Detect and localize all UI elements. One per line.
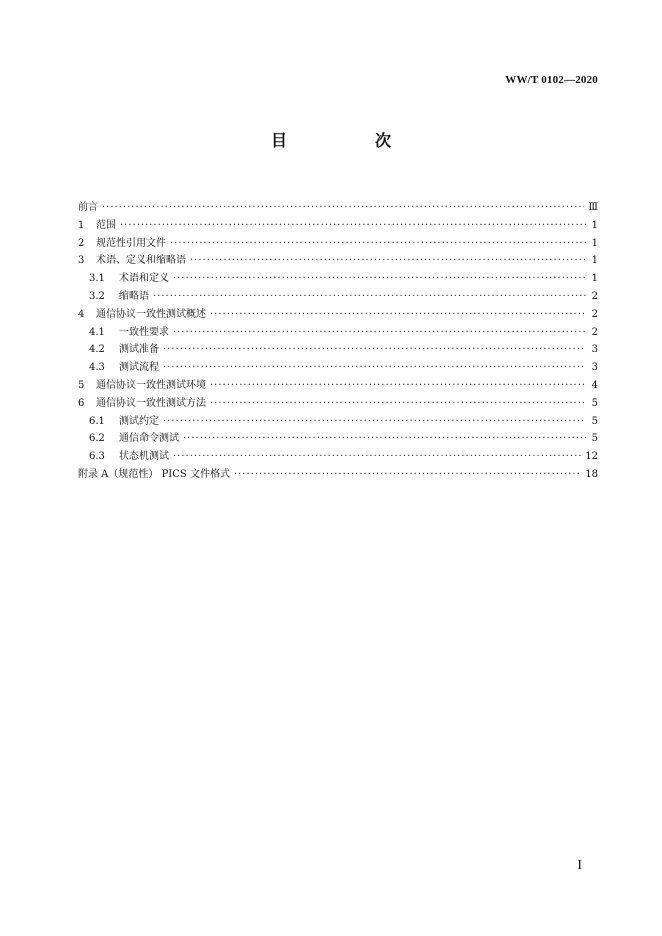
- toc-leader-dots: [163, 359, 586, 377]
- toc-entry-number: 3: [78, 255, 85, 267]
- toc-entry-label: 术语和定义: [119, 273, 169, 285]
- toc-entry-number: 6.1: [89, 415, 105, 427]
- toc-entry-page: 1: [591, 237, 598, 249]
- toc-leader-dots: [102, 199, 584, 217]
- toc-entry[interactable]: [78, 199, 598, 217]
- toc-entry-number: 3.1: [89, 273, 105, 285]
- table-of-contents: [78, 199, 598, 484]
- toc-entry[interactable]: [78, 448, 598, 466]
- toc-leader-dots: [234, 466, 581, 484]
- toc-entry-page: 2: [591, 326, 598, 338]
- toc-entry-label: 通信协议一致性测试方法: [96, 397, 206, 409]
- toc-entry[interactable]: [78, 413, 598, 431]
- toc-entry-label: 术语、定义和缩略语: [96, 255, 186, 267]
- toc-leader-dots: [190, 252, 586, 270]
- toc-entry[interactable]: [78, 306, 598, 324]
- toc-entry-label: 附录 A（规范性） PICS 文件格式: [78, 468, 230, 480]
- toc-entry-page: 18: [585, 468, 598, 480]
- toc-entry-number: 4.1: [89, 326, 105, 338]
- toc-leader-dots: [210, 306, 586, 324]
- toc-entry[interactable]: [78, 270, 598, 288]
- toc-entry-label: 状态机测试: [119, 451, 169, 463]
- toc-entry[interactable]: [78, 288, 598, 306]
- toc-leader-dots: [173, 448, 581, 466]
- toc-entry-label: 规范性引用文件: [96, 237, 166, 249]
- toc-entry-number: 1: [78, 219, 85, 231]
- toc-entry-page: 5: [591, 433, 598, 445]
- toc-entry-page: 3: [591, 344, 598, 356]
- toc-entry-page: 5: [591, 415, 598, 427]
- toc-entry-label: 一致性要求: [119, 326, 169, 338]
- toc-entry-number: 5: [78, 379, 85, 391]
- toc-entry-label: 通信协议一致性测试环境: [96, 379, 206, 391]
- toc-entry-label: 通信命令测试: [119, 433, 179, 445]
- toc-entry[interactable]: [78, 341, 598, 359]
- toc-entry[interactable]: [78, 235, 598, 253]
- toc-leader-dots: [210, 377, 586, 395]
- toc-entry-label: 缩略语: [119, 290, 149, 302]
- toc-entry-page: Ⅲ: [588, 202, 598, 213]
- toc-entry-page: 1: [591, 273, 598, 285]
- toc-leader-dots: [163, 341, 586, 359]
- toc-entry-number: 4.2: [89, 344, 105, 356]
- toc-leader-dots: [153, 288, 586, 306]
- toc-entry[interactable]: [78, 359, 598, 377]
- toc-entry-page: 1: [591, 255, 598, 267]
- toc-leader-dots: [170, 235, 586, 253]
- page-title: 目 次: [270, 131, 427, 150]
- toc-entry-label: 范围: [96, 219, 116, 231]
- toc-leader-dots: [163, 413, 586, 431]
- toc-entry-label: 测试约定: [119, 415, 159, 427]
- toc-entry-page: 1: [591, 219, 598, 231]
- page-number: I: [577, 858, 582, 873]
- toc-entry-number: 4.3: [89, 362, 105, 374]
- toc-leader-dots: [183, 430, 586, 448]
- toc-entry-number: 6.2: [89, 433, 105, 445]
- toc-entry[interactable]: [78, 377, 598, 395]
- toc-entry-number: 3.2: [89, 290, 105, 302]
- toc-entry-page: 5: [591, 397, 598, 409]
- toc-entry[interactable]: [78, 252, 598, 270]
- toc-entry-page: 2: [591, 308, 598, 320]
- toc-entry-label: 测试流程: [119, 362, 159, 374]
- toc-entry[interactable]: [78, 430, 598, 448]
- toc-entry-page: 12: [585, 451, 598, 463]
- toc-entry-label: 前言: [78, 202, 98, 213]
- toc-entry-number: 6.3: [89, 451, 105, 463]
- toc-entry[interactable]: [78, 324, 598, 342]
- toc-entry-number: 2: [78, 237, 85, 249]
- toc-leader-dots: [173, 270, 586, 288]
- toc-leader-dots: [120, 217, 586, 235]
- toc-leader-dots: [210, 395, 586, 413]
- toc-entry-label: 测试准备: [119, 344, 159, 356]
- toc-entry-page: 3: [591, 362, 598, 374]
- toc-entry-label: 通信协议一致性测试概述: [96, 308, 206, 320]
- toc-entry-number: 4: [78, 308, 85, 320]
- toc-entry-number: 6: [78, 397, 85, 409]
- toc-entry-page: 4: [591, 379, 598, 391]
- document-code: WW/T 0102—2020: [505, 74, 598, 86]
- toc-entry[interactable]: [78, 217, 598, 235]
- toc-entry[interactable]: [78, 466, 598, 484]
- toc-leader-dots: [173, 324, 586, 342]
- toc-entry[interactable]: [78, 395, 598, 413]
- toc-entry-page: 2: [591, 290, 598, 302]
